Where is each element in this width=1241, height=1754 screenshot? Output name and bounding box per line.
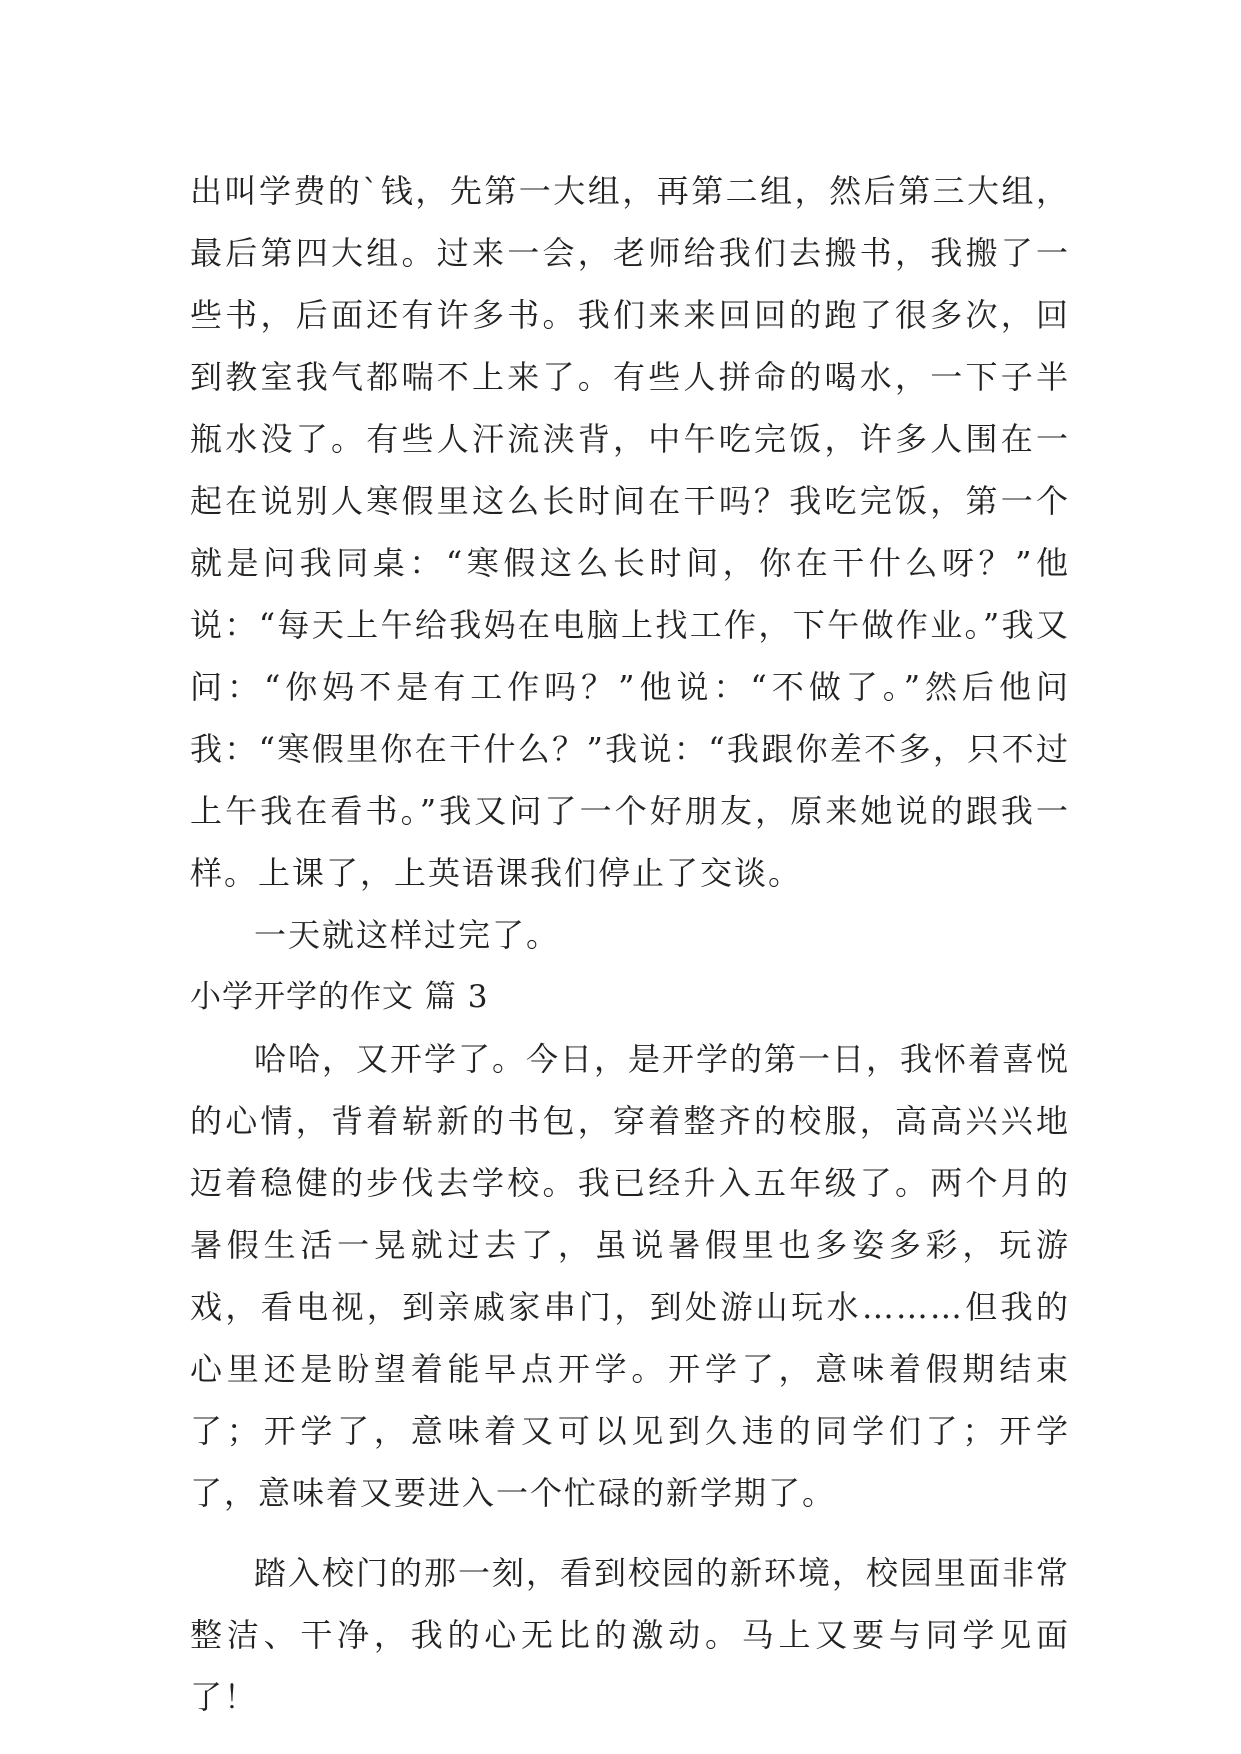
paragraph-3: 哈哈，又开学了。今日，是开学的第一日，我怀着喜悦的心情，背着崭新的书包，穿着整齐的校服，高高兴兴地迈着稳健的步伐去学校。我已经升入五年级了。两个月的暑假生活一晃就过去了，虽说暑假里也多姿多彩，玩游戏，看电视，到亲戚家串门，到处游山玩水………但我的心里还是盼望着能早点开学。开学了，意味着假期结束了；开学了，意味着又可以见到久违的同学们了；开学了，意味着又要进入一个忙碌的新学期了。 xyxy=(190,1040,1071,1512)
paragraph-1: 出叫学费的`钱，先第一大组，再第二组，然后第三大组，最后第四大组。过来一会，老师给我们去搬书，我搬了一些书，后面还有许多书。我们来来回回的跑了很多次，回到教室我气都喘不上来了。有些人拼命的喝水，一下子半瓶水没了。有些人汗流浃背，中午吃完饭，许多人围在一起在说别人寒假里这么长时间在干吗？我吃完饭，第一个就是问我同桌：“寒假这么长时间，你在干什么呀？”他说：“每天上午给我妈在电脑上找工作，下午做作业。”我又问：“你妈不是有工作吗？”他说：“不做了。”然后他问我：“寒假里你在干什么？”我说：“我跟你差不多，只不过上午我在看书。”我又问了一个好朋友，原来她说的跟我一样。上课了，上英语课我们停止了交谈。 xyxy=(190,172,1070,892)
paragraph-4: 踏入校门的那一刻，看到校园的新环境，校园里面非常整洁、干净，我的心无比的激动。马上又要与同学见面了！ xyxy=(190,1554,1071,1716)
paragraph-2: 一天就这样过完了。 xyxy=(254,916,561,954)
section-heading: 小学开学的作文 篇 3 xyxy=(190,979,489,1015)
document-body xyxy=(190,160,1070,1728)
